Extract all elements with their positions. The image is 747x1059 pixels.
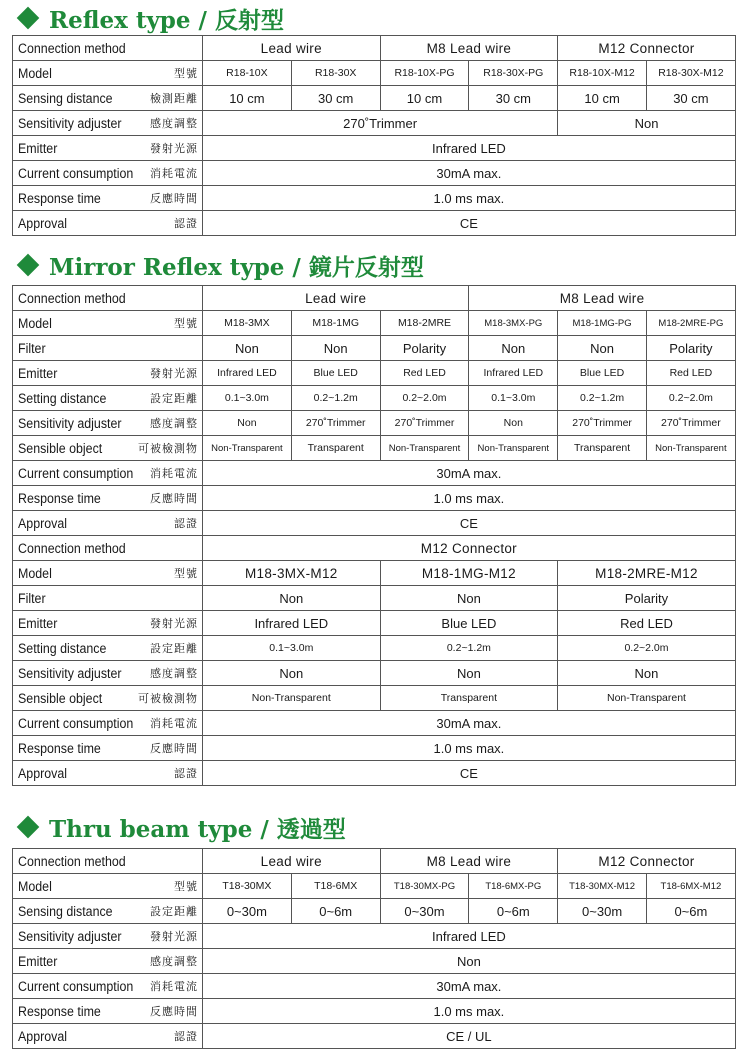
table-cell: T18-6MX bbox=[291, 874, 380, 899]
table-cell: M18-2MRE-PG bbox=[646, 311, 735, 336]
table-cell: Polarity bbox=[558, 586, 736, 611]
table-row bbox=[13, 849, 736, 874]
table-cell: 30 cm bbox=[469, 86, 558, 111]
table-cell: Non bbox=[380, 586, 558, 611]
table-cell: M18-3MX-PG bbox=[469, 311, 558, 336]
table-row bbox=[13, 86, 736, 111]
table-cell: Non-Transparent bbox=[469, 436, 558, 461]
table-cell: Red LED bbox=[558, 611, 736, 636]
table-row bbox=[13, 136, 736, 161]
row-label: Sensitivity adjuster 感度調整 bbox=[13, 411, 203, 436]
row-label: Sensible object 可被檢測物 bbox=[13, 436, 203, 461]
table-row bbox=[13, 636, 736, 661]
table-cell: Polarity bbox=[646, 336, 735, 361]
table-row bbox=[13, 511, 736, 536]
row-label: Current consumption 消耗電流 bbox=[13, 161, 203, 186]
table-cell: Non bbox=[558, 661, 736, 686]
table-cell: Infrared LED bbox=[203, 361, 292, 386]
table-cell: M8 Lead wire bbox=[469, 286, 735, 311]
table-cell: 0.2~2.0m bbox=[558, 636, 736, 661]
table-row bbox=[13, 611, 736, 636]
reflex-spec-table bbox=[12, 35, 736, 236]
table-cell: 0.2~1.2m bbox=[380, 636, 558, 661]
row-label: Sensitivity adjuster 感度調整 bbox=[13, 661, 203, 686]
table-row bbox=[13, 924, 736, 949]
table-row bbox=[13, 436, 736, 461]
table-row bbox=[13, 711, 736, 736]
table-cell: M18-3MX bbox=[203, 311, 292, 336]
table-cell: M18-2MRE bbox=[380, 311, 469, 336]
table-row bbox=[13, 286, 736, 311]
table-cell: R18-30X-M12 bbox=[647, 61, 736, 86]
row-label: Connection method bbox=[13, 849, 203, 874]
row-label: Current consumption 消耗電流 bbox=[13, 974, 203, 999]
row-label: Emitter 發射光源 bbox=[13, 611, 203, 636]
table-cell: M18-1MG-PG bbox=[558, 311, 647, 336]
row-label: Sensible object 可被檢測物 bbox=[13, 686, 203, 711]
table-row bbox=[13, 999, 736, 1024]
table-cell: Lead wire bbox=[203, 36, 381, 61]
section-title-thru-beam: Thru beam type / 透過型 bbox=[14, 811, 346, 843]
table-row bbox=[13, 899, 736, 924]
diamond-bullet-icon bbox=[17, 254, 40, 277]
table-row bbox=[13, 974, 736, 999]
table-row bbox=[13, 311, 736, 336]
table-row bbox=[13, 461, 736, 486]
table-cell: R18-30X bbox=[291, 61, 380, 86]
table-cell: Non bbox=[203, 411, 292, 436]
table-cell: 1.0 ms max. bbox=[203, 736, 736, 761]
section-title-reflex: Reflex type / 反射型 bbox=[14, 2, 284, 34]
table-row bbox=[13, 586, 736, 611]
table-cell: Non bbox=[203, 661, 381, 686]
table-cell: CE bbox=[203, 511, 736, 536]
table-cell: 0~30m bbox=[558, 899, 647, 924]
diamond-bullet-icon bbox=[17, 7, 40, 30]
table-cell: Blue LED bbox=[291, 361, 380, 386]
row-label: Sensitivity adjuster 感度調整 bbox=[13, 111, 203, 136]
table-cell: Lead wire bbox=[203, 286, 469, 311]
row-label: Emitter 發射光源 bbox=[13, 136, 203, 161]
table-row bbox=[13, 361, 736, 386]
row-label: Emitter 發射光源 bbox=[13, 361, 203, 386]
table-cell: Polarity bbox=[380, 336, 469, 361]
table-cell: Non bbox=[380, 661, 558, 686]
table-cell: Non bbox=[203, 586, 381, 611]
table-cell: Red LED bbox=[380, 361, 469, 386]
row-label: Response time 反應時間 bbox=[13, 999, 203, 1024]
table-row bbox=[13, 661, 736, 686]
table-cell: M12 Connector bbox=[203, 536, 736, 561]
table-cell: Infrared LED bbox=[469, 361, 558, 386]
table-row bbox=[13, 211, 736, 236]
table-cell: Non-Transparent bbox=[380, 436, 469, 461]
table-cell: Non bbox=[203, 336, 292, 361]
table-cell: 0~6m bbox=[647, 899, 736, 924]
table-cell: 30mA max. bbox=[203, 161, 736, 186]
table-cell: 30 cm bbox=[291, 86, 380, 111]
table-cell: Non bbox=[203, 949, 736, 974]
table-cell: 0~30m bbox=[380, 899, 469, 924]
table-cell: Transparent bbox=[380, 686, 558, 711]
row-label: Approval 認證 bbox=[13, 211, 203, 236]
table-cell: 30mA max. bbox=[203, 974, 736, 999]
row-label: Current consumption 消耗電流 bbox=[13, 461, 203, 486]
row-label: Filter bbox=[13, 586, 203, 611]
table-cell: Transparent bbox=[558, 436, 647, 461]
table-cell: R18-10X-PG bbox=[380, 61, 469, 86]
table-cell: 0~6m bbox=[469, 899, 558, 924]
row-label: Connection method bbox=[13, 36, 203, 61]
table-cell: Red LED bbox=[646, 361, 735, 386]
row-label: Approval 認證 bbox=[13, 1024, 203, 1049]
table-cell: 0~30m bbox=[203, 899, 292, 924]
thru-beam-spec-table bbox=[12, 848, 736, 1049]
table-cell: Non-Transparent bbox=[203, 686, 381, 711]
diamond-bullet-icon bbox=[17, 816, 40, 839]
table-row bbox=[13, 336, 736, 361]
table-row bbox=[13, 111, 736, 136]
table-cell: 30mA max. bbox=[203, 461, 736, 486]
table-cell: T18-30MX bbox=[203, 874, 292, 899]
table-cell: 1.0 ms max. bbox=[203, 999, 736, 1024]
table-row bbox=[13, 949, 736, 974]
row-label: Response time 反應時間 bbox=[13, 736, 203, 761]
table-cell: CE / UL bbox=[203, 1024, 736, 1049]
table-cell: M8 Lead wire bbox=[380, 849, 558, 874]
table-cell: R18-30X-PG bbox=[469, 61, 558, 86]
table-cell: 1.0 ms max. bbox=[203, 486, 736, 511]
table-cell: Non bbox=[558, 111, 736, 136]
table-cell: M12 Connector bbox=[558, 36, 736, 61]
row-label: Emitter 感度調整 bbox=[13, 949, 203, 974]
table-cell: Non-Transparent bbox=[646, 436, 735, 461]
table-cell: 270˚Trimmer bbox=[380, 411, 469, 436]
table-cell: 0.2~1.2m bbox=[558, 386, 647, 411]
table-row bbox=[13, 161, 736, 186]
table-cell: 0.1~3.0m bbox=[469, 386, 558, 411]
table-cell: R18-10X-M12 bbox=[558, 61, 647, 86]
table-cell: 30mA max. bbox=[203, 711, 736, 736]
row-label: Current consumption 消耗電流 bbox=[13, 711, 203, 736]
table-row bbox=[13, 561, 736, 586]
table-cell: CE bbox=[203, 211, 736, 236]
table-cell: 10 cm bbox=[380, 86, 469, 111]
table-cell: 1.0 ms max. bbox=[203, 186, 736, 211]
table-cell: Non bbox=[469, 336, 558, 361]
table-cell: 0.2~2.0m bbox=[380, 386, 469, 411]
row-label: Approval 認證 bbox=[13, 511, 203, 536]
table-cell: 10 cm bbox=[558, 86, 647, 111]
table-cell: Non bbox=[558, 336, 647, 361]
table-cell: Non-Transparent bbox=[558, 686, 736, 711]
row-label: Response time 反應時間 bbox=[13, 186, 203, 211]
table-cell: 270˚Trimmer bbox=[646, 411, 735, 436]
table-cell: M18-2MRE-M12 bbox=[558, 561, 736, 586]
row-label: Filter bbox=[13, 336, 203, 361]
table-cell: Lead wire bbox=[203, 849, 381, 874]
table-cell: T18-6MX-M12 bbox=[647, 874, 736, 899]
table-row bbox=[13, 36, 736, 61]
row-label: Setting distance 設定距離 bbox=[13, 636, 203, 661]
table-cell: M18-3MX-M12 bbox=[203, 561, 381, 586]
row-label: Response time 反應時間 bbox=[13, 486, 203, 511]
table-cell: T18-6MX-PG bbox=[469, 874, 558, 899]
table-cell: Infrared LED bbox=[203, 136, 736, 161]
table-cell: M18-1MG bbox=[291, 311, 380, 336]
table-cell: M18-1MG-M12 bbox=[380, 561, 558, 586]
table-cell: 0.2~1.2m bbox=[291, 386, 380, 411]
table-cell: CE bbox=[203, 761, 736, 786]
table-row bbox=[13, 1024, 736, 1049]
table-cell: Blue LED bbox=[558, 361, 647, 386]
table-row bbox=[13, 61, 736, 86]
table-cell: Non-Transparent bbox=[203, 436, 292, 461]
row-label: Model 型號 bbox=[13, 311, 203, 336]
table-cell: Non bbox=[469, 411, 558, 436]
table-cell: M12 Connector bbox=[558, 849, 736, 874]
table-cell: 0.1~3.0m bbox=[203, 386, 292, 411]
table-row bbox=[13, 386, 736, 411]
table-cell: Infrared LED bbox=[203, 611, 381, 636]
table-cell: Non bbox=[291, 336, 380, 361]
table-cell: T18-30MX-M12 bbox=[558, 874, 647, 899]
table-cell: 0~6m bbox=[291, 899, 380, 924]
section-title-mirror-reflex: Mirror Reflex type / 鏡片反射型 bbox=[14, 249, 424, 281]
row-label: Setting distance 設定距離 bbox=[13, 386, 203, 411]
table-row bbox=[13, 736, 736, 761]
table-cell: M8 Lead wire bbox=[380, 36, 558, 61]
table-cell: Blue LED bbox=[380, 611, 558, 636]
table-cell: 270˚Trimmer bbox=[558, 411, 647, 436]
row-label: Sensitivity adjuster 發射光源 bbox=[13, 924, 203, 949]
row-label: Connection method bbox=[13, 536, 203, 561]
table-row bbox=[13, 686, 736, 711]
table-cell: 30 cm bbox=[647, 86, 736, 111]
row-label: Model 型號 bbox=[13, 874, 203, 899]
table-cell: R18-10X bbox=[203, 61, 292, 86]
table-cell: Transparent bbox=[291, 436, 380, 461]
row-label: Sensing distance 檢測距離 bbox=[13, 86, 203, 111]
table-row bbox=[13, 186, 736, 211]
mirror-spec-table bbox=[12, 285, 736, 786]
table-cell: 270˚Trimmer bbox=[203, 111, 558, 136]
row-label: Sensing distance 設定距離 bbox=[13, 899, 203, 924]
row-label: Model 型號 bbox=[13, 561, 203, 586]
table-row bbox=[13, 536, 736, 561]
row-label: Connection method bbox=[13, 286, 203, 311]
table-row bbox=[13, 411, 736, 436]
table-cell: T18-30MX-PG bbox=[380, 874, 469, 899]
table-cell: 0.1~3.0m bbox=[203, 636, 381, 661]
table-cell: Infrared LED bbox=[203, 924, 736, 949]
table-cell: 10 cm bbox=[203, 86, 292, 111]
table-row bbox=[13, 761, 736, 786]
table-cell: 270˚Trimmer bbox=[291, 411, 380, 436]
table-cell: 0.2~2.0m bbox=[646, 386, 735, 411]
table-row bbox=[13, 486, 736, 511]
row-label: Model 型號 bbox=[13, 61, 203, 86]
table-row bbox=[13, 874, 736, 899]
row-label: Approval 認證 bbox=[13, 761, 203, 786]
